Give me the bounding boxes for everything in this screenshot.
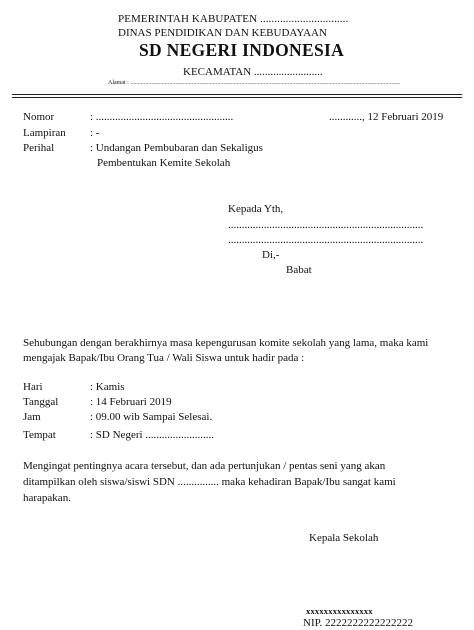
perihal-value-1: : Undangan Pembubaran dan Sekaligus [90, 142, 263, 154]
closing-line-2: ditampilkan oleh siswa/siswi SDN ............... maka kehadiran Bapak/Ibu sangat kami [23, 476, 396, 488]
tempat-label: Tempat [23, 429, 56, 441]
recipient-name-line: ....................................................................... [228, 219, 424, 231]
body-line-1: Sehubungan dengan berakhirnya masa kepengurusan komite sekolah yang lama, maka kami [23, 337, 429, 349]
jam-label: Jam [23, 411, 41, 423]
recipient-city: Babat [286, 264, 312, 276]
perihal-value-2: Pembentukan Kemite Sekolah [97, 157, 231, 169]
letterhead-address: Alamat : .................................................................................................................................................................................... [108, 80, 401, 86]
letterhead-line1: PEMERINTAH KABUPATEN ............................... [118, 13, 349, 25]
lampiran-label: Lampiran [23, 127, 66, 139]
signature-name: xxxxxxxxxxxxxxx [306, 606, 373, 616]
tanggal-value: : 14 Februari 2019 [90, 396, 172, 408]
recipient-greeting: Kepada Yth, [228, 203, 284, 215]
tempat-value: : SD Negeri ......................... [90, 429, 215, 441]
nomor-label: Nomor [23, 111, 55, 123]
signature-title: Kepala Sekolah [309, 532, 379, 544]
body-line-2: mengajak Bapak/Ibu Orang Tua / Wali Siswa untuk hadir pada : [23, 352, 305, 364]
hari-label: Hari [23, 381, 43, 393]
recipient-address-line: ....................................................................... [228, 234, 424, 246]
nomor-value: : .................................................. [90, 111, 234, 123]
recipient-di: Di,- [262, 249, 280, 261]
hari-value: : Kamis [90, 381, 125, 393]
header-rule-bottom [12, 97, 462, 98]
letterhead-kecamatan: KECAMATAN ......................... [183, 66, 323, 78]
header-rule-top [12, 94, 462, 95]
lampiran-value: : - [90, 127, 100, 139]
closing-line-1: Mengingat pentingnya acara tersebut, dan ada pertunjukan / pentas seni yang akan [23, 460, 386, 472]
closing-line-3: harapakan. [23, 492, 71, 504]
jam-value: : 09.00 wib Sampai Selesai. [90, 411, 213, 423]
tanggal-label: Tanggal [23, 396, 59, 408]
letter-date: ............, 12 Februari 2019 [329, 111, 444, 123]
school-name: SD NEGERI INDONESIA [139, 40, 345, 60]
letterhead-line2: DINAS PENDIDIKAN DAN KEBUDAYAAN [118, 27, 327, 39]
signature-nip: NIP. 2222222222222222 [303, 617, 414, 629]
perihal-label: Perihal [23, 142, 55, 154]
